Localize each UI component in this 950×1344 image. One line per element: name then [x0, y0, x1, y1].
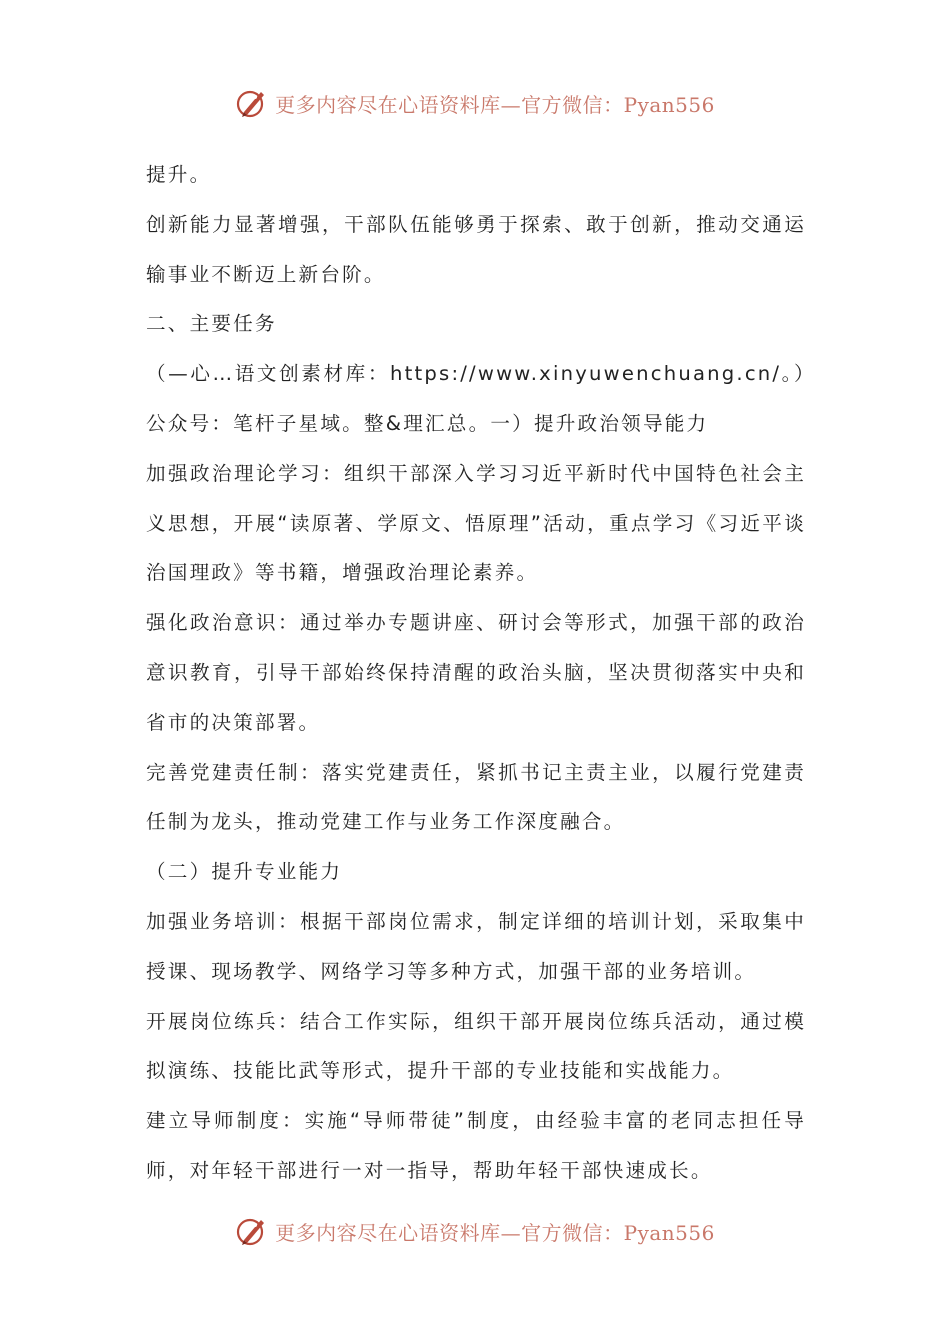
- header-banner-text: 更多内容尽在心语资料库—官方微信：Pyan556: [275, 92, 715, 117]
- footer-banner: [0, 1211, 950, 1251]
- paragraph: 提升。: [146, 163, 212, 186]
- paragraph: 建立导师制度：实施“导师带徒”制度，由经验丰富的老同志担任导师，对年轻干部进行一对一指导，帮助年轻干部快速成长。: [146, 1109, 806, 1182]
- paragraph: 创新能力显著增强，干部队伍能够勇于探索、敢于创新，推动交通运输事业不断迈上新台阶。: [146, 212, 806, 286]
- pen-logo-icon: [235, 86, 269, 120]
- paragraph: 强化政治意识：通过举办专题讲座、研讨会等形式，加强干部的政治意识教育，引导干部始终保持清醒的政治头脑，坚决贯彻落实中央和省市的决策部署。: [146, 611, 806, 734]
- subsection-heading: （二）提升专业能力: [146, 860, 343, 884]
- footer-banner-text: 更多内容尽在心语资料库—官方微信：Pyan556: [275, 1220, 715, 1245]
- document-body: [146, 150, 806, 1196]
- paragraph: 完善党建责任制：落实党建责任，紧抓书记主责主业，以履行党建责任制为龙头，推动党建工作与业务工作深度融合。: [146, 760, 806, 834]
- paragraph: 开展岗位练兵：结合工作实际，组织干部开展岗位练兵活动，通过模拟演练、技能比武等形式，提升干部的专业技能和实战能力。: [146, 1009, 806, 1083]
- paragraph: 加强政治理论学习：组织干部深入学习习近平新时代中国特色社会主义思想，开展“读原著、学原文、悟原理”活动，重点学习《习近平谈治国理政》等书籍，增强政治理论素养。: [146, 461, 806, 585]
- section-heading: 二、主要任务: [146, 312, 277, 336]
- paragraph: （—心…语文创素材库：https://www.xinyuwenchuang.cn/。）公众号：笔杆子星域。整&理汇总。一）提升政治领导能力: [146, 362, 806, 435]
- header-banner: [0, 83, 950, 123]
- pen-logo-icon: [235, 1214, 269, 1248]
- paragraph: 加强业务培训：根据干部岗位需求，制定详细的培训计划，采取集中授课、现场教学、网络学习等多种方式，加强干部的业务培训。: [146, 909, 806, 983]
